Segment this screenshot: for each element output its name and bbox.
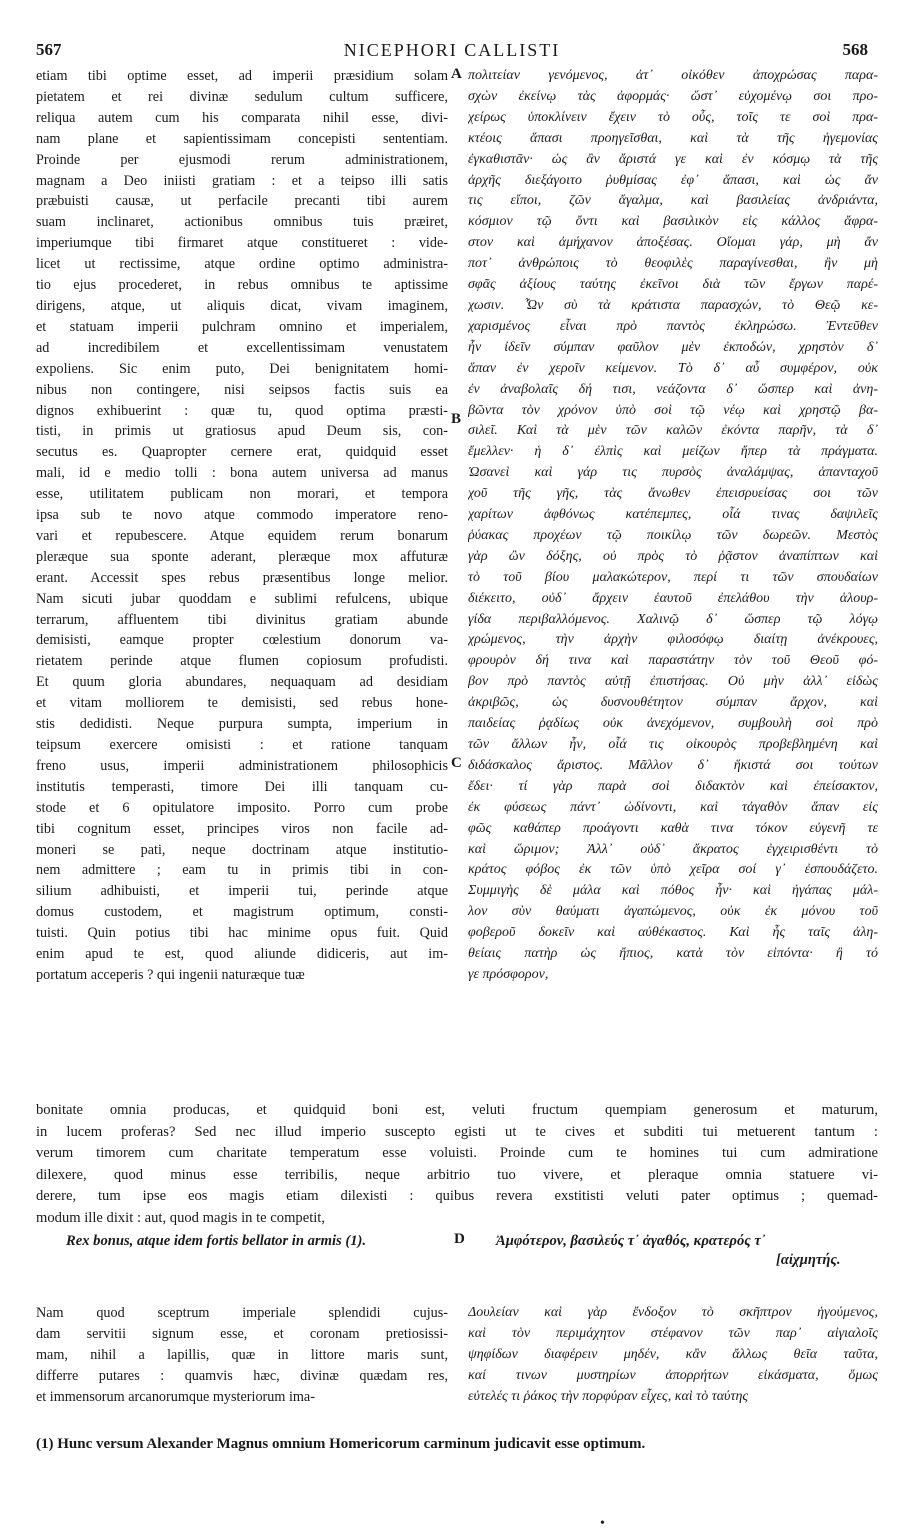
text-line: ἦν ἰδεῖν σύμπαν φαῦλον μὲν ἐκποδών, χρηστὸν δ᾽ [468,339,878,355]
text-line: λον σὺν θαύματι ἀγαπώμενος, οὐκ ἐκ μόνου τοῦ [468,904,878,920]
text-line: ἀρχῆς διεξάγοιτο ῥυθμίσας ἐφ᾽ ἅπασι, καὶ ὡς ἄν [468,172,878,188]
text-line: εὐτελές τι ῥάκος τὴν πορφύραν εἶχες, καὶ τὸ ταύτης [468,1388,749,1404]
text-line: διδάσκαλος ἄριστος. Μᾶλλον δ᾽ ἥκιστά σοι τούτων [468,757,878,773]
verse-latin: Rex bonus, atque idem fortis bellator in armis (1). [66,1233,367,1249]
text-line: Et quum gloria abundares, nequaquam ad desidiam [36,674,448,691]
text-line: dilexere, quod minus esse terribilis, neque arbitrio tuo vivere, et pleraque omnia statuere vi- [36,1166,878,1183]
text-line: φῶς καθάπερ προάγοντι καθὰ τινα τόκον εὐγενῆ τε [468,820,878,836]
text-line: tisti, in primis ut gratiosus apud Deum sis, con- [36,423,448,440]
text-line: Ὡσανεὶ καὶ γάρ τις πυρσὸς ἀναλάμψας, ἁπανταχοῦ [468,465,878,481]
text-line: imperiumque tibi firmaret atque constitueret : vide- [36,235,448,252]
text-line: differre putares : quamvis hæc, divinæ quædam res, [36,1367,448,1384]
text-line: χρώμενος, τὴν ἀρχὴν φιλοσόφῳ διαίτῃ ἀνέκρουες, [468,632,878,648]
text-line: βον πρὸ παντὸς αὐτῇ ἐπιστήσας. Οὐ μὴν ἀλλ᾽ εἰδὼς [468,674,878,690]
text-line: vari et repubescere. Atque equidem rerum bonarum [36,527,448,544]
text-line: ad incredibilem et excellentissimam venustatem [36,339,448,356]
text-line: institutis temperasti, timore Dei illi tanquam cu- [36,778,448,795]
text-line: pleræque sua sponte aderant, pleræque mox affuturæ [36,548,448,565]
latin-column-bottom [36,1303,448,1408]
text-line: βῶντα τὸν χρόνον ὑπὸ σοὶ τῷ νέῳ καὶ χρηστῷ βα- [468,402,878,418]
text-line: licet ut rectissime, atque ordine optimo administra- [36,256,448,273]
text-line: mali, id e medio tolli : bona autem universa ad manus [36,465,448,482]
greek-column [468,66,878,986]
running-title: NICEPHORI CALLISTI [343,40,561,60]
text-line: in lucem proferas? Sed nec illud imperio suscepto egisti ut te cives et subditi tui metuerent tantum : [36,1123,878,1140]
text-line: magnam a Deo iniisti gratiam : et a teipso illi satis [36,172,448,189]
text-line: Nam sicuti jubar quoddam e sublimi refulcens, ubique [36,590,448,607]
text-line: Δουλείαν καὶ γὰρ ἔνδοξον τὸ σκῆπτρον ἡγούμενος, [468,1305,878,1320]
text-line: ψηφίδων διαφέρειν μηδέν, κἂν ἄλλως θεῖα ταῦτα, [468,1346,878,1362]
text-line: reliqua autem cum his comparata nihil esse, divi- [36,109,448,126]
text-line: χωσιν. Ὧν σὺ τὰ κράτιστα παρασχών, τὸ Θεῷ κε- [468,297,878,313]
text-line: ipsa sub te novo atque commodo imperatore reno- [36,507,448,524]
text-line: πολιτείαν γενόμενος, ἀτ᾽ οἰκόθεν ἀποχρώσας παρα- [468,68,878,83]
text-line: κόσμιον τῷ ὄντι καὶ βασιλικὸν εἰς κάλλος ἄφρα- [468,214,878,230]
text-line: ἔδει· τί γὰρ παρὰ σοὶ διδακτὸν καὶ ἐπείσακτον, [468,778,878,794]
margin-mark-a: A [451,66,462,82]
text-line: Proinde per ejusmodi rerum administrationem, [36,151,448,168]
text-line: erant. Accessit spes rebus præsentibus longe melior. [36,569,448,586]
text-line: σφᾶς ἀξίους ταύτης ἐκεῖνοι διὰ τῶν ἔργων παρέ- [468,277,878,293]
text-line: bonitate omnia producas, et quidquid boni est, veluti fructum quempiam generosum et maturum, [36,1102,878,1118]
text-line: enim apud te est, quod aliunde didiceris, aut im- [36,946,448,963]
text-line: et statuam imperii pulchram omnino et imperialem, [36,318,448,335]
text-line: ἔμελλεν· ἡ δ᾽ ἐλπὶς καὶ μείζων ἤπερ τὰ πράγματα. [468,444,878,460]
text-line: χοῦ τῆς γῆς, τὰς ἄνωθεν ἐπεισρυείσας σοι τῶν [468,486,878,502]
text-line: demisisti, eamque propter cœlestium donorum va- [36,632,448,649]
page-number-right: 568 [842,40,868,59]
bottom-mark: • [600,1516,605,1531]
text-line: teipsum exercere omisisti : et ratione tanquam [36,737,448,753]
text-line: χείρως ὑποκλίνειν ἔχειν τὸ οὖς, τοῖς τε σοὶ πρα- [468,109,878,125]
text-line: ποτ᾽ ἀνθρώποις τὸ θεοφιλὲς παραγίνεσθαι, ἢν μὴ [468,256,878,272]
text-line: ῥύακας προχέων τῷ ποικίλῳ τῶν δωρεῶν. Μεστὸς [468,527,878,543]
text-line: γίδα περιβαλλόμενος. Χαλινῷ δ᾽ ὥσπερ τῷ λόγῳ [468,611,878,627]
text-line: dignos exhibuerint : quæ tu, quod optima præsti- [36,402,448,419]
page-header [36,40,868,64]
text-line: nibus non contingere, nisi seipsos factis suis ea [36,381,448,398]
text-line: mam, nihil a lapillis, quæ in littore maris sunt, [36,1346,448,1363]
text-line: domus custodem, et magistrum optimum, consti- [36,904,448,921]
text-line: modum ille dixit : aut, quod magis in te competit, [36,1209,326,1226]
text-line: στον καὶ ἀμήχανον ἀποξέσας. Οἴομαι γάρ, μὴ ἄν [468,235,878,251]
text-line: ἐν ἀναβολαῖς δή τισι, νεάζοντα δ᾽ ὥσπερ καὶ ἀνη- [468,381,878,397]
text-line: stis dedidisti. Neque purpura sumpta, imperium in [36,716,448,733]
text-line: διέκειτο, οὐδ᾽ ἄρχειν ἑαυτοῦ ἐπελάθου τὴν ἁλουρ- [468,590,878,606]
text-line: Συμμιγὴς δὲ μάλα καὶ πόθος ἦν· καὶ ἠγάπας μάλ- [468,883,878,899]
text-line: φοβεροῦ δοκεῖν καὶ αὐθέκαστος. Καὶ ἧς ταῖς ἀλη- [468,925,878,941]
page-number-left: 567 [36,40,62,59]
text-line: σιλεῖ. Καὶ τὰ μὲν τῶν καλῶν ἐκόντα παρῆν, τὰ δ᾽ [468,423,878,439]
text-line: expoliens. Sic enim puto, Dei benignitatem homi- [36,360,448,377]
text-line: χαρίτων ἀφθόνως κατέπεμπες, οἷά τινας δαψιλεῖς [468,507,878,523]
verse-greek: Ἀμφότερον, βασιλεύς τ᾽ ἀγαθός, κρατερός τ᾽ [496,1233,766,1249]
text-line: χαρισμένος εἶναι πρὸ παντὸς ἐκληρώσω. Ἐντεῦθεν [468,318,878,334]
greek-column-bottom [468,1303,878,1408]
text-line: tibi cognitum esset, principes viros non facile ad- [36,820,448,837]
text-line: γὰρ ὢν δόξης, οὐ πρὸς τὸ ῥᾷστον ἀναπίπτων καὶ [468,548,878,564]
text-line: Nam quod sceptrum imperiale splendidi cujus- [36,1305,448,1321]
margin-mark-c: C [451,755,462,771]
homeric-verse [36,1233,878,1273]
text-line: κτέοις ἅπασι προηγεῖσθαι, καὶ τὰ τῆς ἡγεμονίας [468,130,878,146]
text-line: καὶ ὥριμον; Ἀλλ᾽ οὐδ᾽ ἄκρατος ἐγχειρισθέντι τὸ [468,841,878,857]
text-line: moneri se pati, neque doctrinam atque institutio- [36,841,448,858]
text-line: κράτος φόβος ἐκ τῶν ὑπὸ χεῖρα σοί γ᾽ ἐσπουδάζετο. [468,862,878,878]
text-line: ἅπαν ἐν χεροῖν κείμενον. Τὸ δ᾽ αὖ συμφέρον, οὐκ [468,360,878,376]
text-line: derere, tum ipse eos magis etiam dilexisti : quibus revera exstitisti veluti pater optimus ; quemad- [36,1188,878,1204]
margin-mark-b: B [451,411,462,427]
text-line: silium adhibuisti, et imperii tui, perinde atque [36,883,448,900]
margin-mark-d: D [454,1231,465,1247]
text-line: τὸ τοῦ βίου μαλακώτερον, περί τι τῶν σπουδαίων [468,569,878,585]
text-line: τις εἴποι, ζῶν ἄγαλμα, καὶ βασιλείας ἀνδριάντα, [468,193,878,209]
text-line: secutus es. Quapropter cernere erat, quidquid esset [36,444,448,461]
verse-greek-continuation: [αἰχμητής. [776,1252,841,1268]
text-line: suam inclinaret, actionibus omnibus tuis præiret, [36,214,448,231]
text-line: φρουρὸν δή τινα καὶ παραστάτην τὸν τοῦ Θεοῦ φό- [468,653,878,669]
text-line: ἐκ φύσεως πάντ᾽ ὠδίνοντι, καὶ τἀγαθὸν ἅπαν εἰς [468,799,878,815]
text-line: nem admittere ; eam tu in primis tibi in con- [36,862,448,879]
text-line: portatum acceperis ? qui ingenii naturæque tuæ [36,966,305,983]
text-line: nam plane et sapientissimam concepisti sententiam. [36,130,448,147]
text-line: esse, utilitatem publicam non morari, et tempora [36,486,448,503]
text-line: ἀκριβῶς, ὡς δυσνουθέτητον σύμπαν ἄρχον, καὶ [468,695,878,711]
text-line: freno usus, imperii administrationem philosophicis [36,757,448,774]
text-line: γε πρόσφορον, [468,966,549,982]
text-line: dam servitii signum esse, et coronam pretiosissi- [36,1325,448,1342]
text-line: ἐγκαθιστᾶν· ὡς ἂν ἄριστά γε καὶ ἐν κόσμῳ τὰ τῆς [468,151,878,167]
footnote: (1) Hunc versum Alexander Magnus omnium Homericorum carminum judicavit esse optimum. [36,1436,646,1452]
text-line: verum timorem cum charitate temperatum esse voluisti. Proinde cum te homines tui cum admiratione [36,1145,878,1161]
full-width-latin [36,1100,878,1229]
text-line: σχὼν ἐκείνῳ τὰς ἀφορμάς· ὥστ᾽ εὐχομένῳ σοι προ- [468,88,878,104]
text-line: terrarum, affluentem tibi divinitus gratiam abunde [36,611,448,628]
text-line: præbuisti causæ, ut perfacile precanti tibi aurem [36,193,448,210]
text-line: καί τινων μυστηρίων ἀπορρήτων εἰκάσματα, ὅμως [468,1367,878,1383]
text-line: pietatem et rei divinæ sedulum cultum sufficere, [36,88,448,105]
text-line: tuisti. Quin potius tibi hac minime opus fuit. Quid [36,925,448,942]
text-line: θείαις πατὴρ ὡς ἤπιος, κατὰ τὸν εἰπόντα· ἢ τό [468,946,878,962]
text-line: παιδείας ῥᾳδίως οὐκ ἀνεχόμενον, συμβουλὴ σοὶ πρὸ [468,716,878,732]
text-line: rietatem perinde atque flumen copiosum profudisti. [36,653,448,670]
text-line: et immensorum arcanorumque mysteriorum ima- [36,1388,315,1405]
text-line: et vitam molliorem te demisisti, sed rebus hone- [36,695,448,712]
text-line: tio ejus procederet, in rebus omnibus te aptissime [36,277,448,294]
latin-column [36,66,448,986]
text-line: dirigens, atque, ut aliquis dicat, vivam imaginem, [36,297,448,314]
text-line: etiam tibi optime esset, ad imperii præsidium solam [36,68,448,84]
text-line: καὶ τὸν περιμάχητον στέφανον τῶν παρ᾽ αἰγιαλοῖς [468,1325,878,1341]
text-line: τῶν ἄλλων ἦν, οἷά τις οἰκουρὸς προβεβλημένη καὶ [468,737,878,752]
text-line: stode et 6 opitulatore imposito. Porro cum probe [36,799,448,816]
